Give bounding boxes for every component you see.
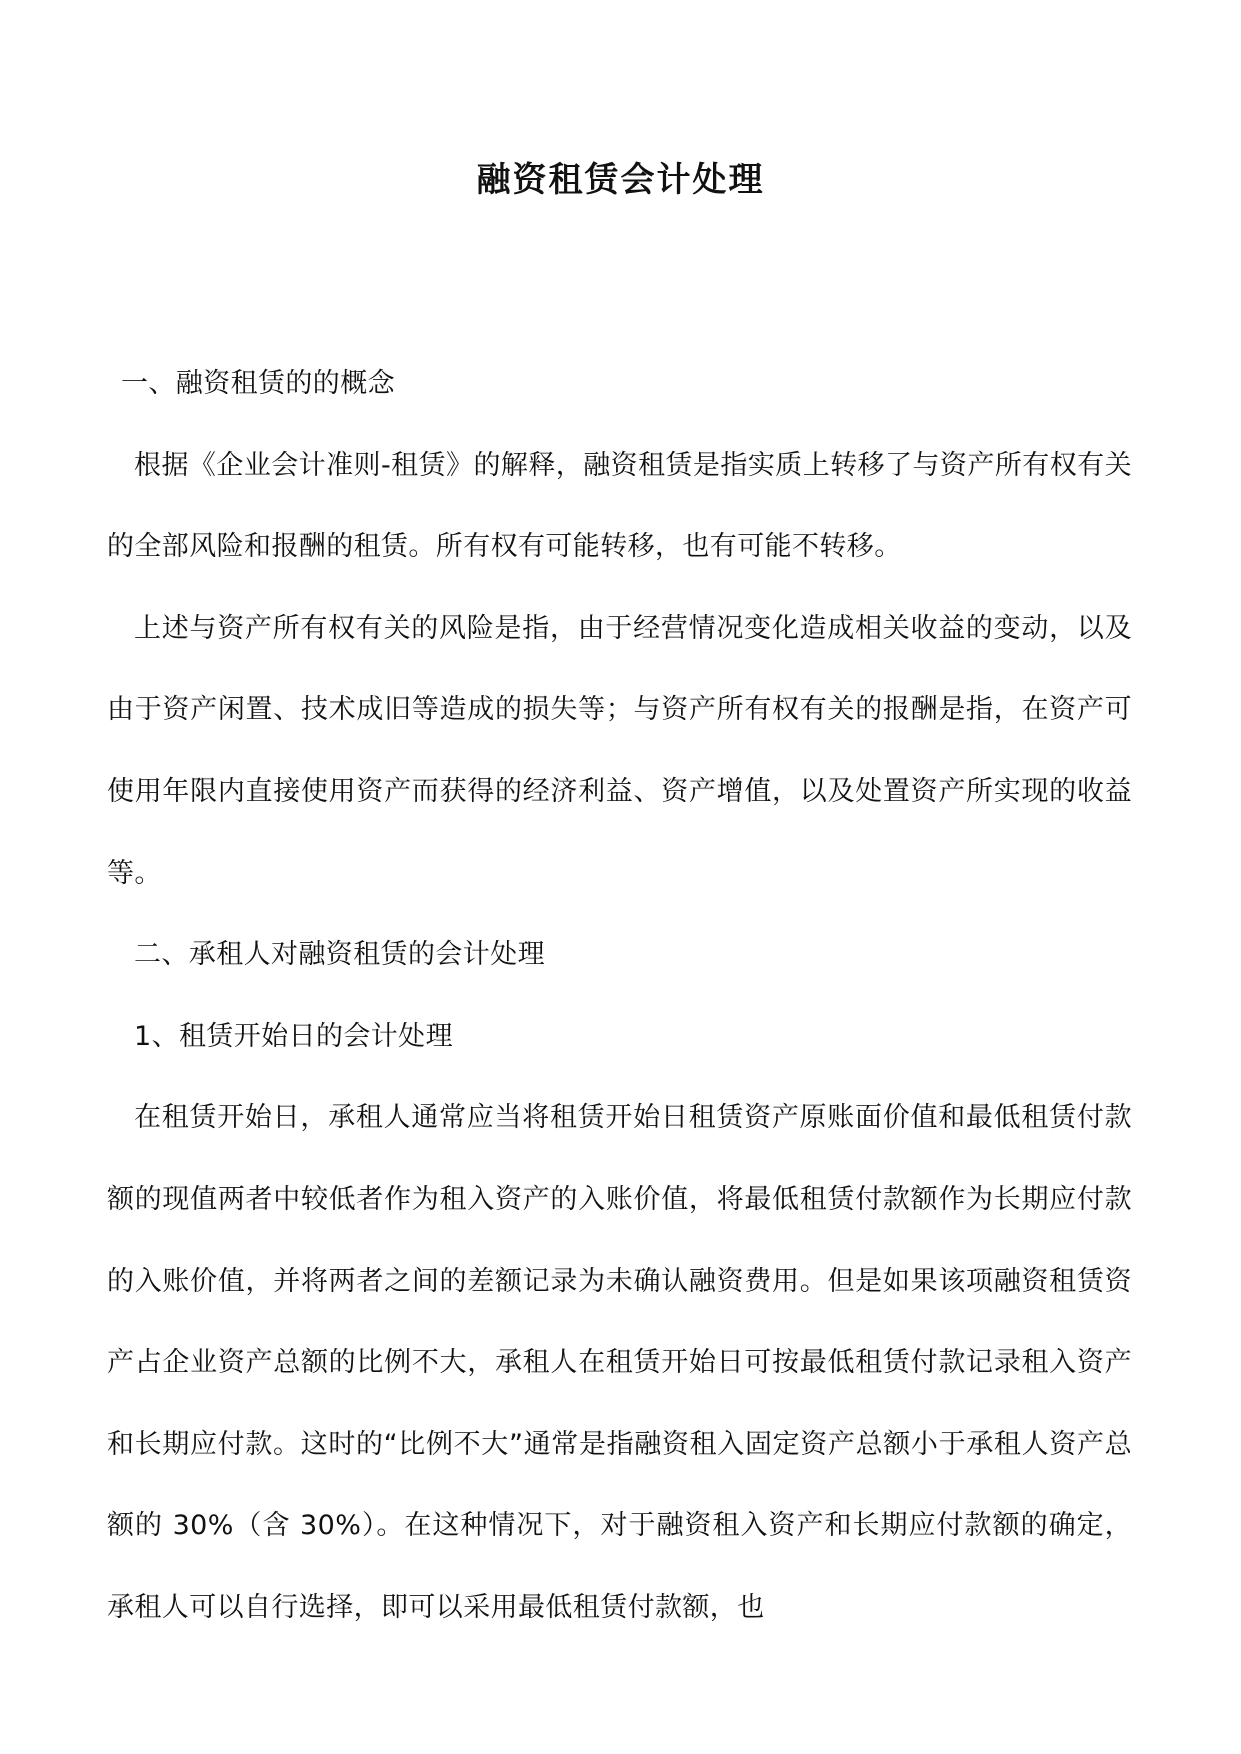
paragraph-lease-start-accounting: 在租赁开始日，承租人通常应当将租赁开始日租赁资产原账面价值和最低租赁付款额的现值两者中较低者作为租入资产的入账价值，将最低租赁付款额作为长期应付款的入账价值，并将两者之间的差额记录为未确认融资费用。但是如果该项融资租赁资产占企业资产总额的比例不大，承租人在租赁开始日可按最低租赁付款记录租入资产和长期应付款。这时的“比例不大”通常是指融资租入固定资产总额小于承租人资产总额的 30%（含 30%）。在这种情况下，对于融资租入资产和长期应付款额的确定，承租人可以自行选择，即可以采用最低租赁付款额，也	[107, 1102, 1132, 1623]
paragraph-definition: 根据《企业会计准则-租赁》的解释，融资租赁是指实质上转移了与资产所有权有关的全部风险和报酬的租赁。所有权有可能转移，也有可能不转移。	[107, 449, 1132, 563]
subsection-heading-lease-start: 1、租赁开始日的会计处理	[134, 1020, 453, 1052]
paragraph-risk-reward: 上述与资产所有权有关的风险是指，由于经营情况变化造成相关收益的变动，以及由于资产闲置、技术成旧等造成的损失等；与资产所有权有关的报酬是指，在资产可使用年限内直接使用资产而获得的经济利益、资产增值，以及处置资产所实现的收益等。	[107, 612, 1132, 889]
section-heading-lessee-accounting: 二、承租人对融资租赁的会计处理	[134, 939, 545, 971]
section-heading-concept: 一、融资租赁的的概念	[121, 368, 395, 399]
document-body	[107, 343, 1132, 1649]
document-title: 融资租赁会计处理	[476, 160, 765, 200]
